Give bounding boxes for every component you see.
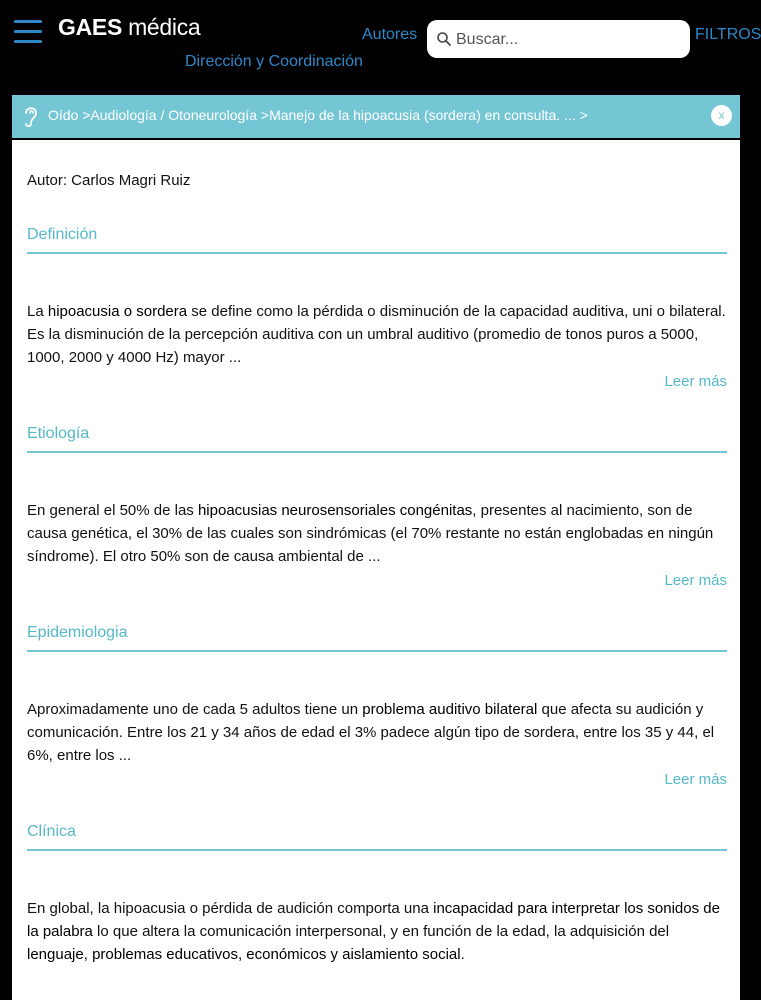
- section-title: Definición: [27, 226, 727, 254]
- menu-icon[interactable]: [14, 18, 42, 46]
- section-text: En global, la hipoacusia o pérdida de audición comporta una incapacidad para interpretar los sonidos de la palabra lo que altera la comunicación interpersonal, y en función de la edad, la adquisición del lenguaje, problemas educativos, económicos y aislamiento social.: [27, 900, 720, 963]
- search-input[interactable]: [454, 20, 683, 60]
- search-icon: [436, 31, 452, 47]
- section-etiologia: [27, 425, 727, 589]
- top-header: [0, 0, 761, 93]
- section-definicion: [27, 226, 727, 390]
- breadcrumb-item-audiologia[interactable]: Audiología / Otoneurología >: [90, 107, 270, 123]
- section-clinica: [27, 823, 727, 966]
- search-box[interactable]: [427, 20, 690, 58]
- section-epidemiologia: [27, 624, 727, 788]
- article-content: [12, 140, 740, 1000]
- breadcrumb-item-oido[interactable]: Oído >: [48, 107, 91, 123]
- section-text: La hipoacusia o sordera se define como la pérdida o disminución de la capacidad auditiva, uni o bilateral. Es la disminución de la percepción auditiva con un umbral auditivo (promedio de tonos puros a 5000, 1000, 2000 y 4000 Hz) mayor ...: [27, 303, 726, 366]
- nav-authors-link[interactable]: Autores: [362, 26, 418, 43]
- ear-icon: [22, 103, 40, 130]
- breadcrumb-item-manejo[interactable]: Manejo de la hipoacusia (sordera) en consulta. ... >: [269, 107, 588, 123]
- nav-direction-link[interactable]: Dirección y Coordinación: [185, 53, 363, 70]
- read-more-link[interactable]: Leer más: [664, 572, 727, 589]
- logo[interactable]: GAES médica: [58, 14, 201, 40]
- section-title: Clínica: [27, 823, 727, 851]
- filters-link[interactable]: FILTROS: [695, 26, 761, 43]
- read-more-link[interactable]: Leer más: [664, 373, 727, 390]
- breadcrumb: [12, 95, 740, 138]
- article-author: Autor: Carlos Magri Ruiz: [27, 172, 191, 189]
- section-text: En general el 50% de las hipoacusias neurosensoriales congénitas, presentes al nacimiento, son de causa genética, el 30% de las cuales son sindrómicas (el 70% restante no están englobadas en ningún síndrome). El otro 50% son de causa ambiental de ...: [27, 502, 714, 565]
- section-title: Etiología: [27, 425, 727, 453]
- section-text: Aproximadamente uno de cada 5 adultos tiene un problema auditivo bilateral que afecta su audición y comunicación. Entre los 21 y 34 años de edad el 3% padece algún tipo de sordera, entre los 35 y 44, el 6%, entre los ...: [27, 701, 715, 764]
- breadcrumb-trail: [48, 107, 588, 123]
- read-more-link[interactable]: Leer más: [664, 771, 727, 788]
- section-title: Epidemiologia: [27, 624, 727, 652]
- close-breadcrumb-button[interactable]: x: [711, 105, 732, 126]
